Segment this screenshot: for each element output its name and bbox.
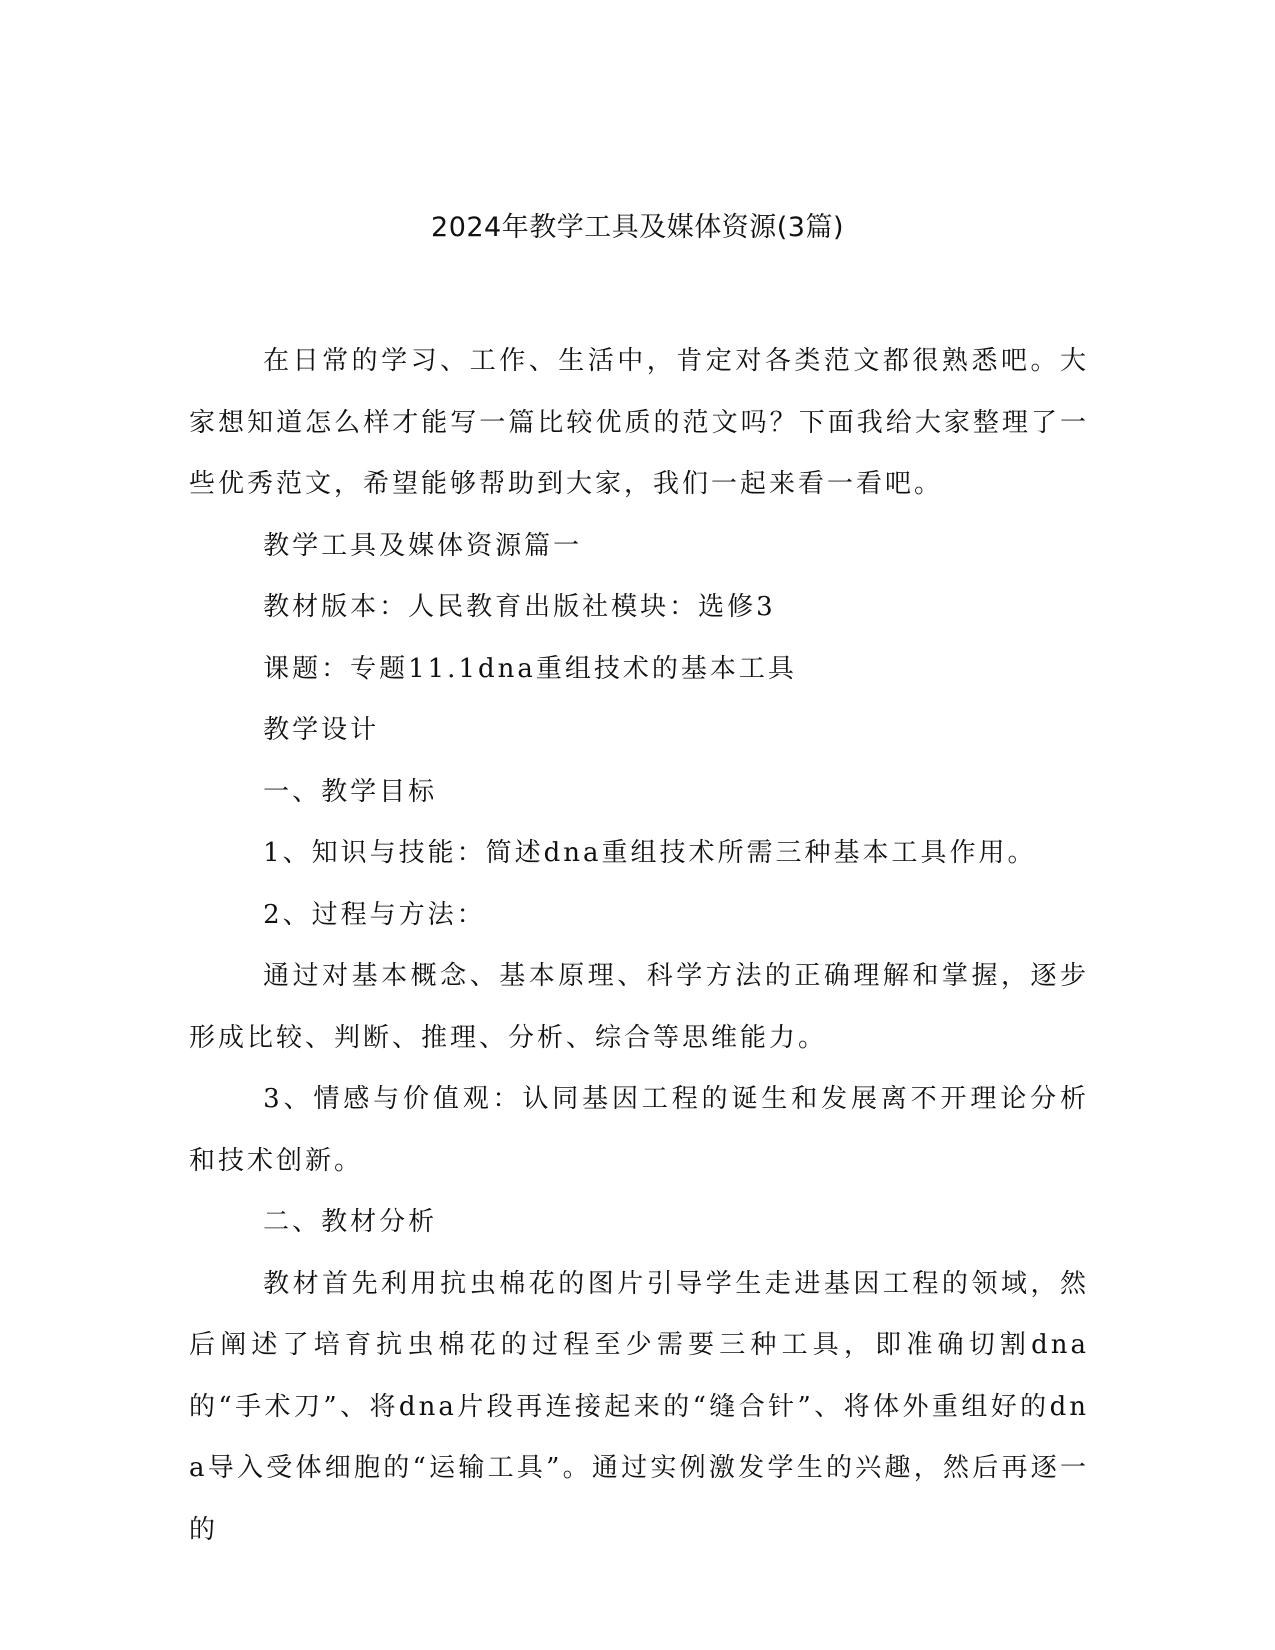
paragraph: 2、过程与方法：	[263, 899, 486, 930]
document-body	[189, 331, 1089, 1561]
subsection-heading: 一、教学目标	[263, 776, 438, 807]
section-heading: 教学工具及媒体资源篇一	[263, 530, 583, 561]
subsection-heading: 教学设计	[263, 715, 380, 745]
textbook-version: 教材版本：人民教育出版社模块：选修3	[263, 592, 776, 622]
paragraph: 1、知识与技能：简述dna重组技术所需三种基本工具作用。	[263, 838, 1037, 868]
document-title: 2024年教学工具及媒体资源(3篇)	[431, 212, 844, 243]
paragraph: 3、情感与价值观：认同基因工程的诞生和发展离不开理论分析和技术创新。	[189, 1084, 1089, 1176]
intro-paragraph: 在日常的学习、工作、生活中，肯定对各类范文都很熟悉吧。大家想知道怎么样才能写一篇比较优质的范文吗？下面我给大家整理了一些优秀范文，希望能够帮助到大家，我们一起来看一看吧。	[189, 346, 1089, 499]
subsection-heading: 二、教材分析	[263, 1207, 438, 1237]
paragraph: 教材首先利用抗虫棉花的图片引导学生走进基因工程的领域，然后阐述了培育抗虫棉花的过程至少需要三种工具，即准确切割dna的“手术刀”、将dna片段再连接起来的“缝合针”、将体外重组好的dna导入受体细胞的“运输工具”。通过实例激发学生的兴趣，然后再逐一的	[189, 1268, 1089, 1545]
paragraph: 通过对基本概念、基本原理、科学方法的正确理解和掌握，逐步形成比较、判断、推理、分析、综合等思维能力。	[189, 961, 1089, 1053]
lesson-topic: 课题：专题11.1dna重组技术的基本工具	[263, 653, 797, 684]
